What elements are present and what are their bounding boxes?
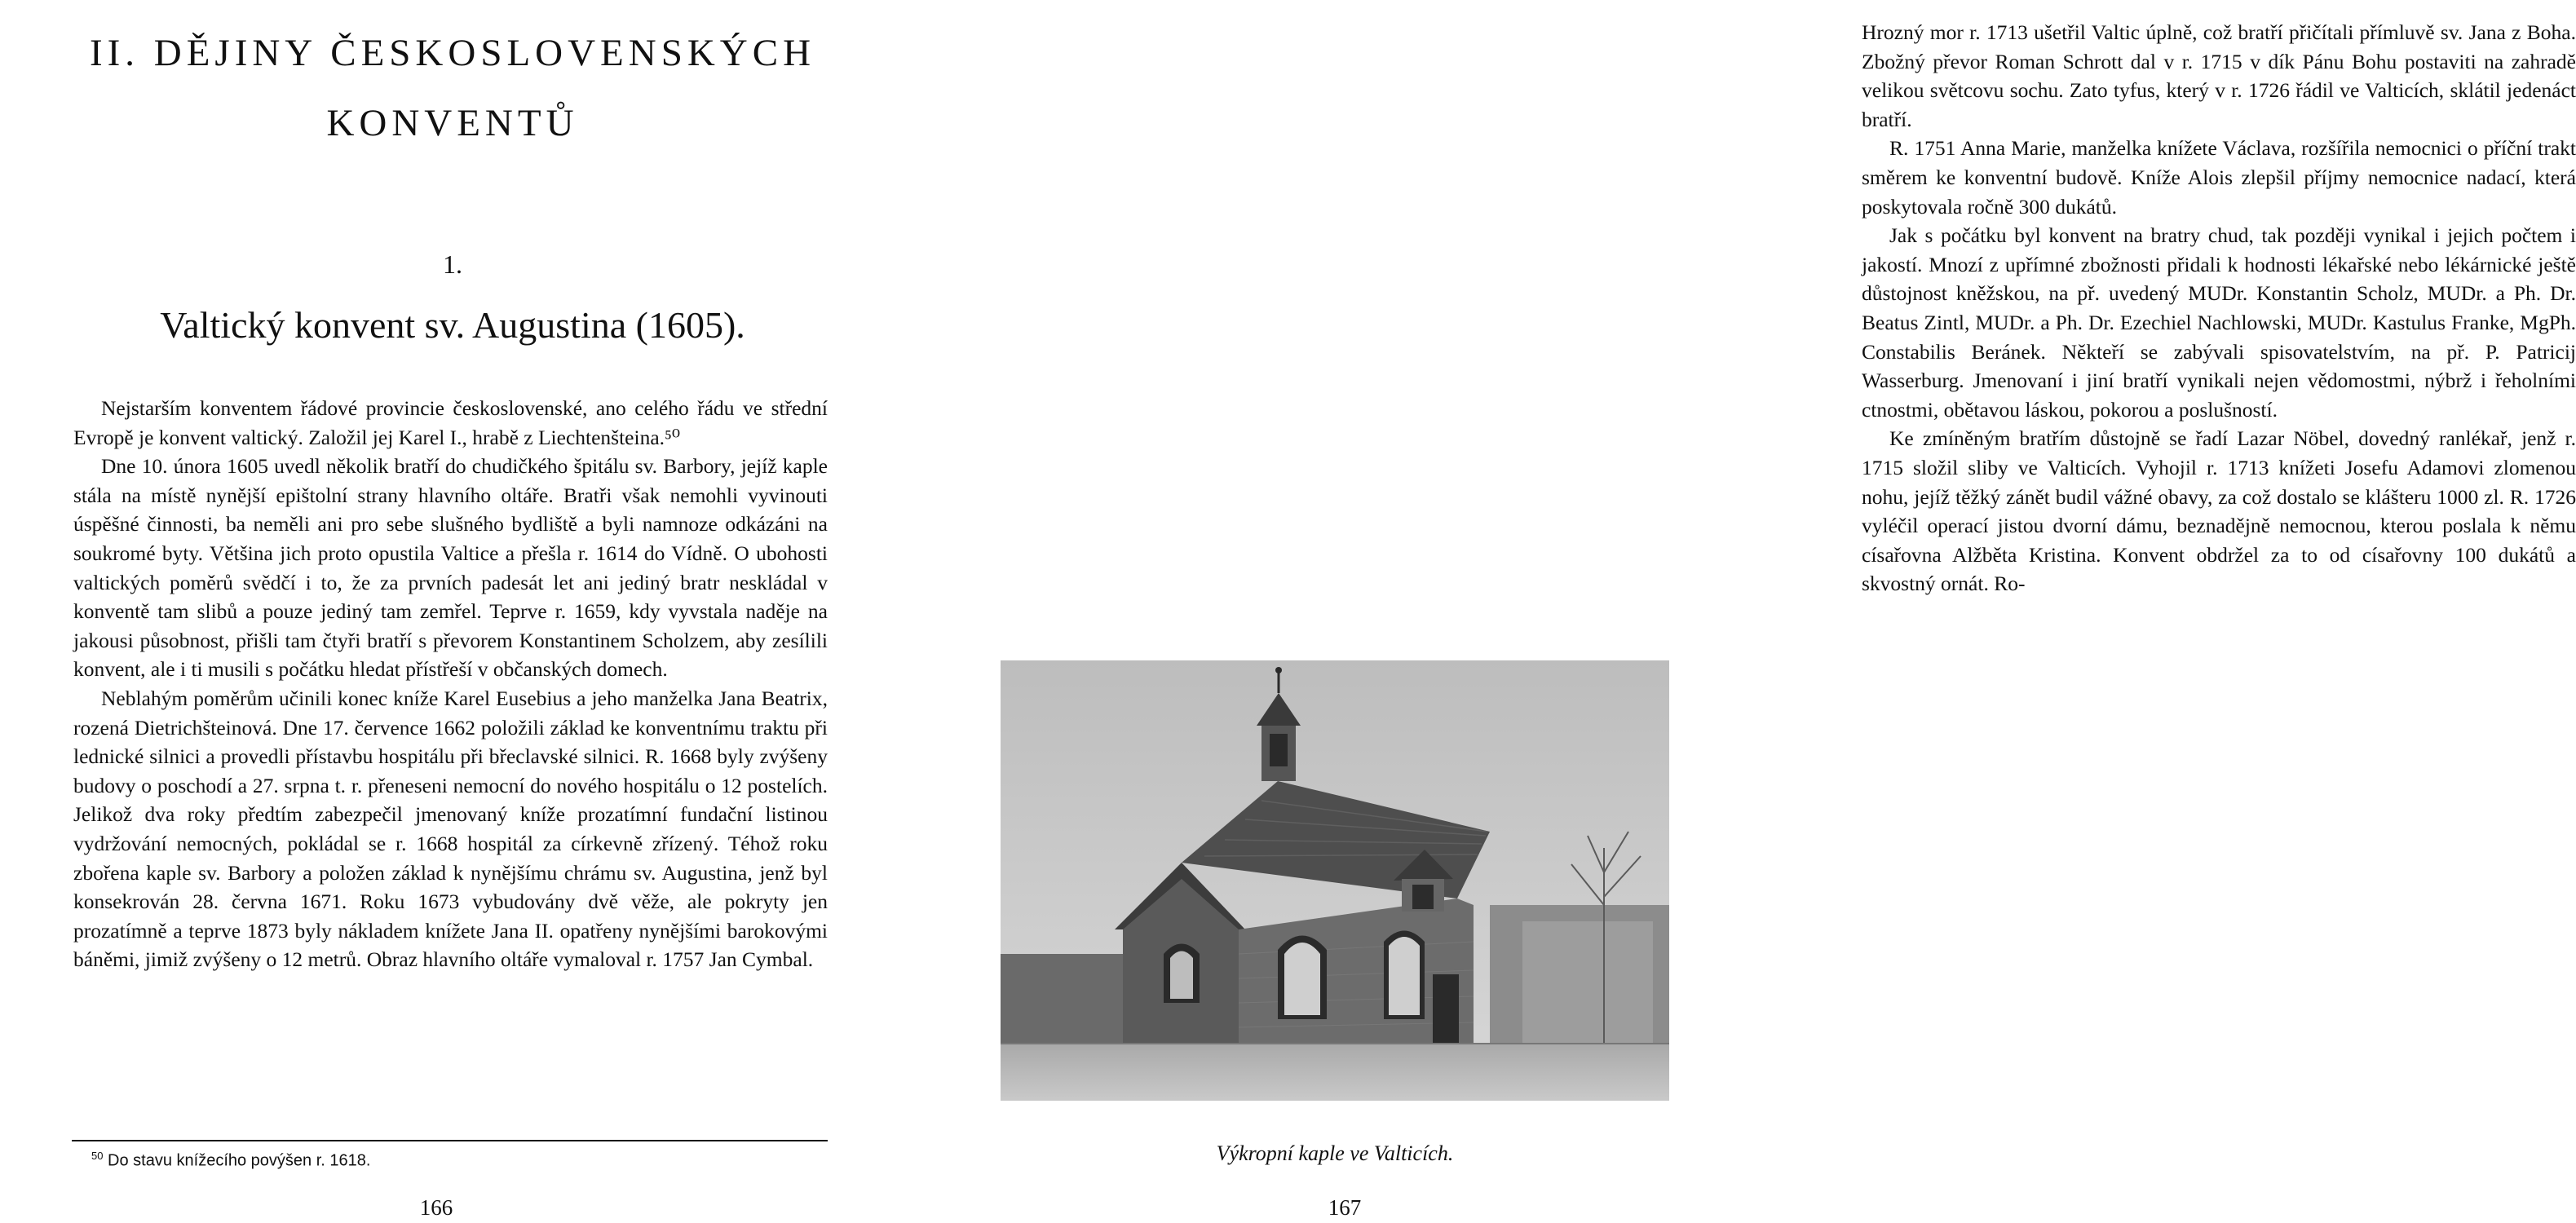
- footnote-mark: 50: [91, 1150, 104, 1162]
- page-number-left: 166: [419, 1195, 453, 1220]
- left-body-text: [73, 394, 828, 974]
- paragraph: R. 1751 Anna Marie, manželka knížete Václava, rozšířila nemocnici o příční trakt směrem ke konventní budově. Kníže Alois zlepšil příjmy nemocnice nadací, která poskytovala ročně 300 dukátů.: [1862, 136, 2576, 219]
- chapel-photo: [1001, 660, 1669, 1101]
- chapter-title-line2: KONVENTŮ: [326, 102, 579, 144]
- paragraph: Dne 10. února 1605 uvedl několik bratří do chudičkého špitálu sv. Barbory, jejíž kaple stála na místě nynější epištolní strany hlavního oltáře. Bratři však nemohli vyvinouti úspěšné činnosti, ba neměli ani pro sebe slušného bydliště a byli namnoze odkázáni na soukromé byty. Většina jich proto opustila Valtice a přešla r. 1614 do Vídně. O ubohosti valtických poměrů svědčí i to, že za prvních padesát let ani jediný bratr neskládal v konventě tam slibů a pouze jediný tam zemřel. Teprve r. 1659, kdy vyvstala naděje na jakousi působnost, přišli tam čtyři bratří s převorem Konstantinem Scholzem, aby zesílili konvent, ale i ti musili s počátku hledat přístřeší v občanských domech.: [73, 454, 828, 682]
- footnote-divider: [72, 1140, 828, 1141]
- left-page: [0, 0, 889, 1223]
- photo-caption: Výkropní kaple ve Valticích.: [1216, 1141, 1454, 1165]
- right-body-text: [1862, 18, 2576, 598]
- chapter-title-line1: II. DĚJINY ČESKOSLOVENSKÝCH: [89, 32, 816, 74]
- chapel-photo-illustration: [1001, 660, 1669, 1101]
- footnote-text: Do stavu knížecího povýšen r. 1618.: [108, 1151, 371, 1170]
- page-number-right: 167: [1328, 1195, 1362, 1220]
- paragraph: Neblahým poměrům učinili konec kníže Karel Eusebius a jeho manželka Jana Beatrix, rozená Dietrichšteinová. Dne 17. července 1662 položili základ ke konventnímu traktu při lednické silnici a provedli přístavbu hospitálu při břeclavské silnici. R. 1668 byly zvýšeny budovy o poschodí a 27. srpna t. r. přeneseni nemocní do nového hospitálu o 12 postelích. Jelikož dva roky předtím zabezpečil jmenovaný kníže prozatímní fundační listinou vydržování nemocných, pokládal se r. 1668 hospitál za církevně zřízený. Téhož roku zbořena kaple sv. Barbory a položen základ k nynějšímu chrámu sv. Augustina, jenž byl konsekrován 28. června 1671. Roku 1673 vybudovány dvě věže, ale pokryty jen prozatímně a teprve 1873 byly nákladem knížete Jana II. opatřeny nynějšími barokovými báněmi, jimiž zvýšeny o 12 metrů. Obraz hlavního oltáře vymaloval r. 1757 Jan Cymbal.: [73, 686, 828, 972]
- chapter-title: [73, 18, 832, 158]
- section-number: 1.: [443, 249, 462, 279]
- paragraph: Nejstarším konventem řádové provincie československé, ano celého řádu ve střední Evropě je konvent valtický. Založil jej Karel I., hrabě z Liechtenšteina.⁵⁰: [73, 396, 828, 449]
- paragraph: Ke zmíněným bratřím důstojně se řadí Lazar Nöbel, dovedný ranlékař, jenž r. 1715 složil sliby ve Valticích. Vyhojil r. 1713 knížeti Josefu Adamovi zlomenou nohu, jejíž těžký zánět budil vážné obavy, za což dostalo se klášteru 1000 zl. R. 1726 vyléčil operací jistou dvorní dámu, beznadějně nemocnou, kterou poslala k němu císařovna Alžběta Kristina. Konvent obdržel za to od císařovny 100 dukátů a skvostný ornát. Ro-: [1862, 426, 2576, 596]
- section-title: Valtický konvent sv. Augustina (1605).: [160, 304, 745, 346]
- paragraph: Jak s počátku byl konvent na bratry chud, tak později vynikal i jejich počtem i jakostí. Mnozí z upřímné zbožnosti přidali k hodnosti lékařské nebo lékárnické ještě důstojnost kněžskou, na př. uvedený MUDr. Konstantin Scholz, MUDr. a Ph. Dr. Beatus Zintl, MUDr. a Ph. Dr. Ezechiel Nachlowski, MUDr. Kastulus Franke, MgPh. Constabilis Beránek. Někteří se zabývali spisovatelstvím, na př. P. Patricij Wasserburg. Jmenovaní i jiní bratří vynikali nejen vědomostmi, nýbrž i řeholními ctnostmi, obětavou láskou, pokorou a poslušností.: [1862, 223, 2576, 422]
- paragraph: Hrozný mor r. 1713 ušetřil Valtic úplně, což bratří přičítali přímluvě sv. Jana z Boha. Zbožný převor Roman Schrott dal v r. 1715 v dík Pánu Bohu postaviti na zahradě velikou světcovu sochu. Zato tyfus, který v r. 1726 řádil ve Valticích, sklátil jedenáct bratří.: [1862, 20, 2576, 131]
- footnote: [91, 1145, 825, 1172]
